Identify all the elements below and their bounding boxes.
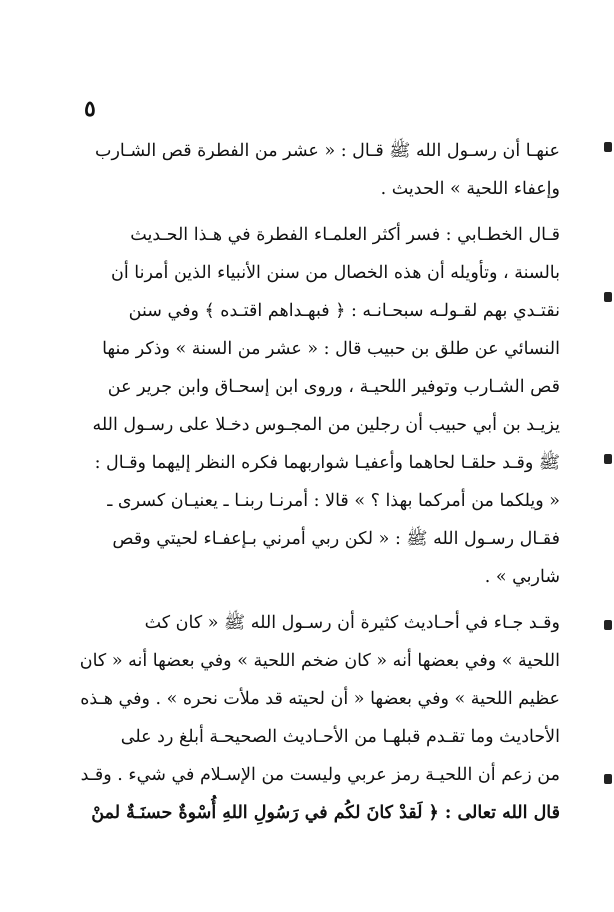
text-line: بالسنة ، وتأويله أن هذه الخصال من سنن الأنبياء الذين أمرنا أن: [111, 263, 560, 283]
text-line: عنهـا أن رسـول الله ﷺ قـال : « عشر من الفطرة قص الشـارب: [95, 141, 560, 161]
text-line: قص الشـارب وتوفير اللحيـة ، وروى ابن إسحـاق وابن جرير عن: [107, 377, 560, 397]
text-line: النسائي عن طلق بن حبيب قال : « عشر من السنة » وذكر منها: [102, 339, 560, 359]
text-line: يزيـد بن أبي حبيب أن رجلين من المجـوس دخـلا على رسـول الله: [92, 415, 560, 435]
text-line: فقـال رسـول الله ﷺ : « لكن ربي أمرني بـإعفـاء لحيتي وقص: [112, 529, 560, 549]
text-line: وقـد جـاء في أحـاديث كثيرة أن رسـول الله ﷺ « كان كث: [144, 613, 560, 633]
text-line: الأحاديث وما تقـدم قبلهـا من الأحـاديث الصحيحـة أبلغ رد على: [120, 727, 560, 747]
text-line: نقتـدي بهم لقـولـه سبحـانـه : ﴿ فبهـداهم اقتـده ﴾ وفي سنن: [128, 301, 560, 321]
paragraph-ahadith-lihya: [60, 604, 560, 832]
text-line: عظيم اللحية » وفي بعضها « أن لحيته قد ملأت نحره » . وفي هـذه: [80, 689, 560, 709]
text-line: شاربي » .: [484, 567, 560, 587]
paragraph-khattabi: [60, 216, 560, 596]
text-line: من زعم أن اللحيـة رمز عربي وليست من الإسـلام في شيء . وقـد: [80, 765, 560, 785]
text-line: ﷺ وقـد حلقـا لحاهما وأعفيـا شواربهما فكره النظر إليهما وقـال :: [94, 453, 560, 473]
text-line: قـال الخطـابي : فسر أكثر العلمـاء الفطرة في هـذا الحـديث: [130, 225, 560, 245]
paragraph-hadith-fitra: [60, 132, 560, 208]
margin-marks: [600, 0, 614, 912]
text-line: وإعفاء اللحية » الحديث .: [380, 179, 560, 199]
text-line: اللحية » وفي بعضها أنه « كان ضخم اللحية » وفي بعضها أنه « كان: [79, 651, 560, 671]
page-number: ٥: [84, 96, 96, 122]
quran-verse-line: قال الله تعالى : ﴿ لَقدْ كانَ لكُم في رَسُولِ اللهِ أُسْوةٌ حسنَـةٌ لمنْ: [91, 803, 560, 823]
text-line: « ويلكما من أمركما بهذا ؟ » قالا : أمرنـا ربنـا ـ يعنيـان كسرى ـ: [107, 491, 560, 511]
margin-mark: [604, 292, 612, 302]
margin-mark: [604, 142, 612, 152]
margin-mark: [604, 454, 612, 464]
margin-mark: [604, 620, 612, 630]
margin-mark: [604, 774, 612, 784]
